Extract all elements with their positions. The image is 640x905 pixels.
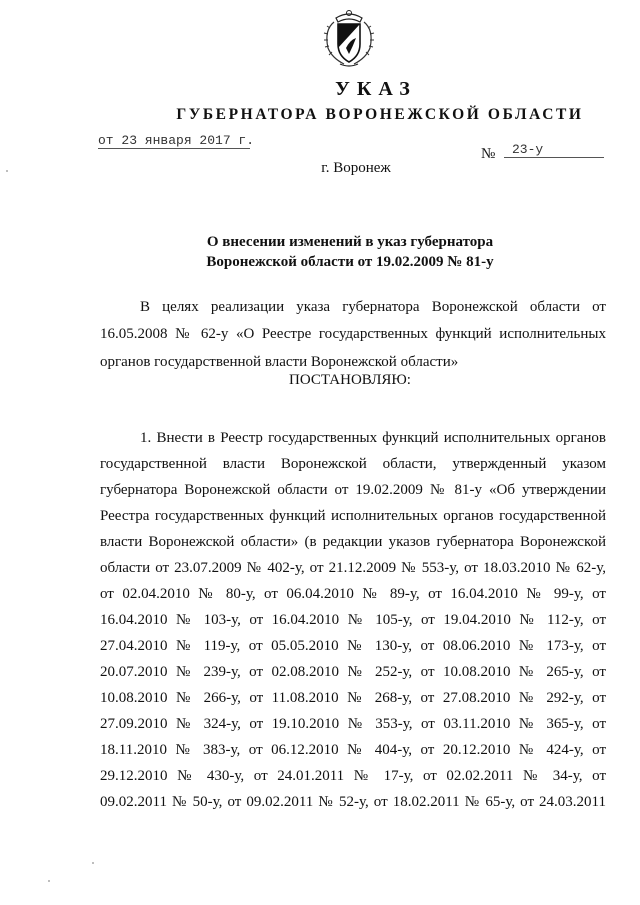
paragraph-line: В целях реализации указа губернатора Воронежской области от [140,299,606,315]
preamble-paragraph [100,294,606,376]
document-subtitle: ГУБЕРНАТОРА ВОРОНЕЖСКОЙ ОБЛАСТИ [176,106,584,123]
paragraph-line: 27.04.2010 № 119-у, от 05.05.2010 № 130-у, от 08.06.2010 № 173-у, от [100,638,606,654]
paragraph-line: 16.04.2010 № 103-у, от 16.04.2010 № 105-у, от 19.04.2010 № 112-у, от [100,612,606,628]
subject-line: Воронежской области от 19.02.2009 № 81-у [206,254,494,270]
paragraph-line: Реестра государственных функций исполнительных органов государственной [100,508,606,524]
number-field: 23-у [504,142,604,158]
decree-word: ПОСТАНОВЛЯЮ: [289,372,411,388]
paragraph-line: государственной власти Воронежской области, утвержденный указом [100,456,606,472]
document-title: УКАЗ [335,78,417,100]
paragraph-line: 27.09.2010 № 324-у, от 19.10.2010 № 353-у, от 03.11.2010 № 365-у, от [100,716,606,732]
scan-speck [92,862,94,864]
coat-of-arms-emblem [316,4,382,70]
paragraph-line: губернатора Воронежской области от 19.02.2009 № 81-у «Об утверждении [100,482,606,498]
paragraph-line: 10.08.2010 № 266-у, от 11.08.2010 № 268-у, от 27.08.2010 № 292-у, от [100,690,606,706]
paragraph-line: 16.05.2008 № 62-у «О Реестре государственных функций исполнительных [100,326,606,343]
city-label: г. Воронеж [321,160,391,176]
paragraph-line: от 02.04.2010 № 80-у, от 06.04.2010 № 89-у, от 16.04.2010 № 99-у, от [100,586,606,602]
number-label: № [481,146,496,162]
date-field: от 23 января 2017 г. [98,133,255,148]
paragraph-line: 20.07.2010 № 239-у, от 02.08.2010 № 252-у, от 10.08.2010 № 265-у, от [100,664,606,680]
subject-heading [0,232,640,272]
paragraph-line: органов государственной власти Воронежской области» [100,353,459,370]
paragraph-line: власти Воронежской области» (в редакции указов губернатора Воронежской [100,534,606,550]
subject-line: О внесении изменений в указ губернатора [206,234,494,250]
paragraph-line: 18.11.2010 № 383-у, от 06.12.2010 № 404-у, от 20.12.2010 № 424-у, от [100,742,606,758]
paragraph-line: области от 23.07.2009 № 402-у, от 21.12.2009 № 553-у, от 18.03.2010 № 62-у, [100,560,606,576]
scan-speck [48,880,50,882]
paragraph-line: 29.12.2010 № 430-у, от 24.01.2011 № 17-у, от 02.02.2011 № 34-у, от [100,768,606,784]
scan-speck [6,170,8,172]
paragraph-line: 1. Внести в Реестр государственных функций исполнительных органов [140,430,606,446]
paragraph-line: 09.02.2011 № 50-у, от 09.02.2011 № 52-у, от 18.02.2011 № 65-у, от 24.03.2011 [100,794,606,810]
item-1-paragraph [100,425,606,815]
